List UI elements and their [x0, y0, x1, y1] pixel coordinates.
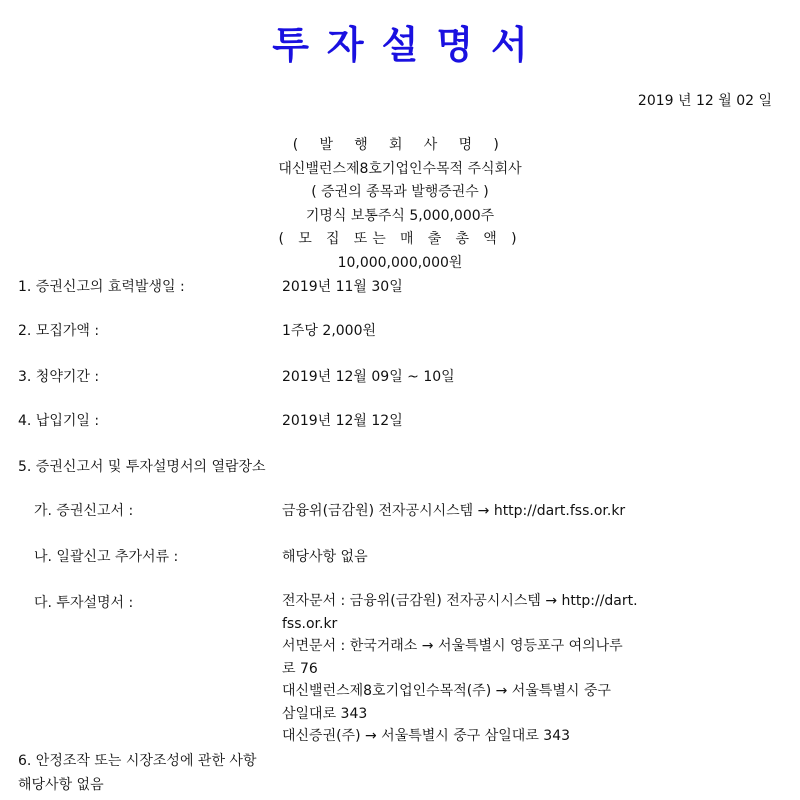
sub-c-label: 다. 투자설명서 :	[34, 595, 134, 611]
sub-c-line: 대신증권(주) → 서울특별시 중구 삼일대로 343	[282, 728, 571, 744]
securities-value: 기명식 보통주식 5,000,000주	[305, 207, 495, 224]
document-date: 2019 년 12 월 02 일	[637, 93, 772, 109]
sub-b-label: 나. 일괄신고 추가서류 :	[34, 549, 179, 565]
issuer-header: ( 발 행 회 사 명 )	[292, 137, 508, 153]
amount-value: 10,000,000,000원	[337, 254, 463, 271]
payment-date-value: 2019년 12월 12일	[282, 413, 403, 429]
sub-a-label: 가. 증권신고서 :	[34, 503, 134, 519]
securities-header: ( 증권의 종목과 발행증권수 )	[311, 184, 489, 200]
offer-price-value: 1주당 2,000원	[282, 323, 377, 339]
subscription-period-value: 2019년 12월 09일 ~ 10일	[282, 369, 455, 385]
sub-c-line: fss.or.kr	[282, 615, 338, 632]
inspection-heading: 5. 증권신고서 및 투자설명서의 열람장소	[18, 459, 266, 475]
stabilization-value: 해당사항 없음	[18, 777, 104, 793]
amount-header: ( 모 집 또는 매 출 총 액 )	[278, 231, 522, 247]
payment-date-label: 4. 납입기일 :	[18, 413, 100, 429]
sub-c-line: 대신밸런스제8호기업인수목적(주) → 서울특별시 중구	[282, 683, 611, 699]
sub-c-line: 삼일대로 343	[282, 705, 368, 722]
stabilization-heading: 6. 안정조작 또는 시장조성에 관한 사항	[18, 753, 257, 769]
sub-b-value: 해당사항 없음	[282, 549, 368, 565]
document-title: 투자설명서	[272, 22, 546, 67]
effective-date-value: 2019년 11월 30일	[282, 279, 403, 295]
sub-c-line: 전자문서 : 금융위(금감원) 전자공시시스템 → http://dart.	[282, 593, 638, 609]
offer-price-label: 2. 모집가액 :	[18, 323, 100, 339]
sub-a-value: 금융위(금감원) 전자공시시스템 → http://dart.fss.or.kr	[282, 503, 626, 519]
subscription-period-label: 3. 청약기간 :	[18, 369, 100, 385]
sub-c-line: 서면문서 : 한국거래소 → 서울특별시 영등포구 여의나루	[282, 638, 623, 654]
issuer-name: 대신밸런스제8호기업인수목적 주식회사	[278, 160, 522, 177]
sub-c-value-block	[282, 590, 782, 748]
sub-c-line: 로 76	[282, 660, 318, 677]
effective-date-label: 1. 증권신고의 효력발생일 :	[18, 279, 185, 295]
cover-summary	[0, 134, 800, 275]
